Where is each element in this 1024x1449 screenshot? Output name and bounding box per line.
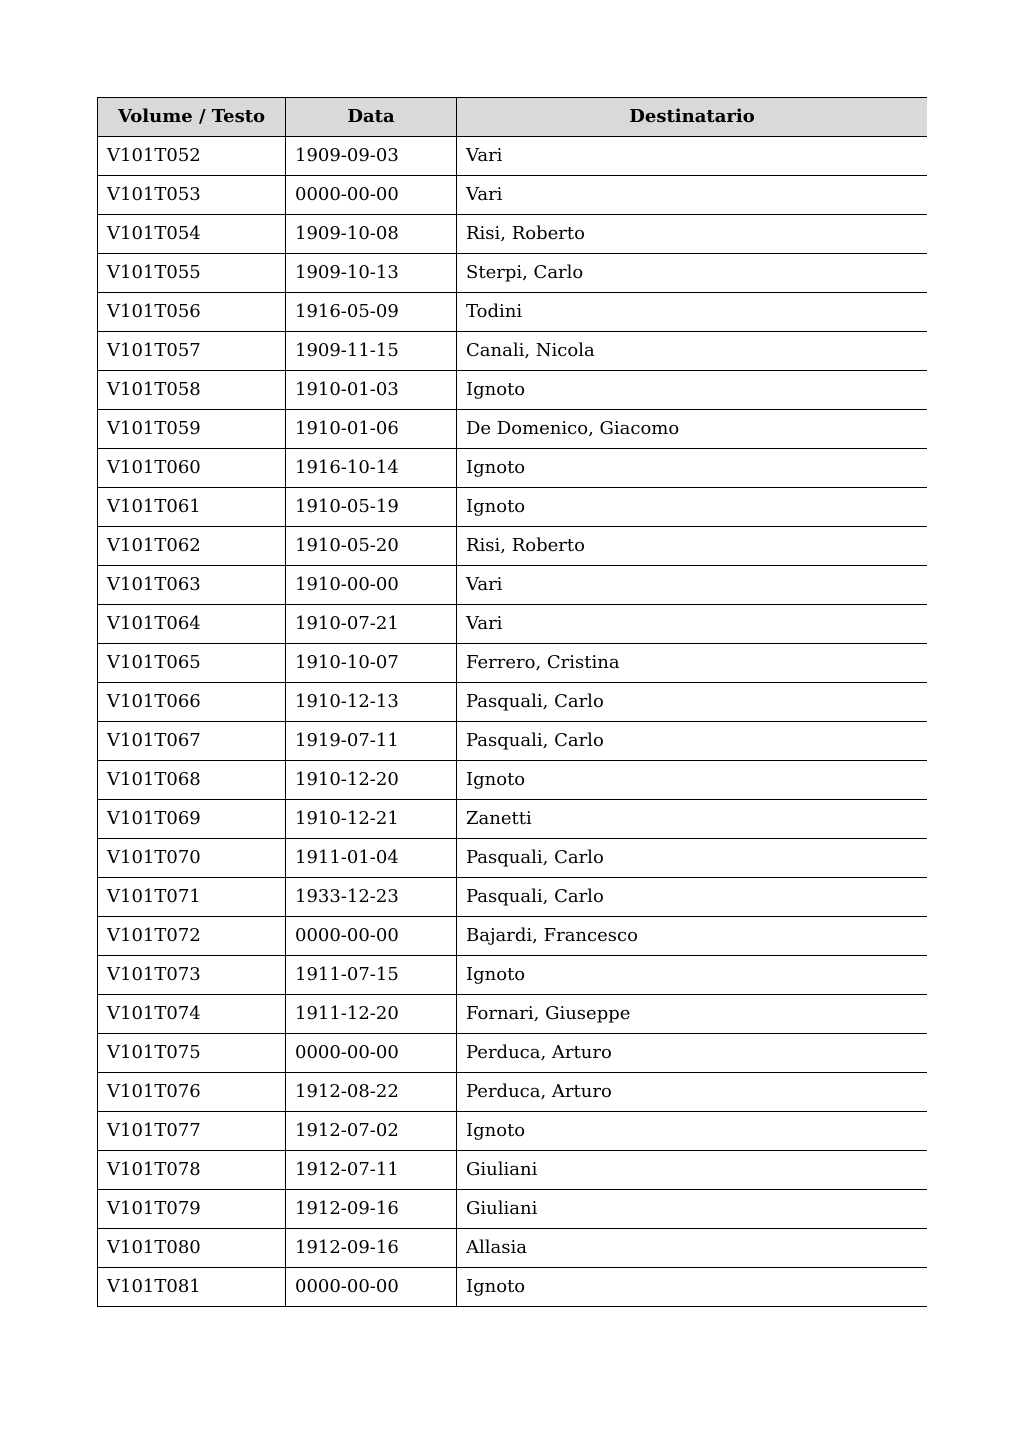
cell-destinatario: Pasquali, Carlo	[457, 839, 928, 878]
cell-data: 0000-00-00	[286, 1034, 457, 1073]
cell-volume-testo: V101T064	[98, 605, 286, 644]
cell-volume-testo: V101T060	[98, 449, 286, 488]
cell-volume-testo: V101T054	[98, 215, 286, 254]
cell-data: 1910-01-06	[286, 410, 457, 449]
cell-data: 1911-07-15	[286, 956, 457, 995]
cell-data: 1911-12-20	[286, 995, 457, 1034]
letters-table-container	[97, 97, 927, 1312]
table-row	[98, 527, 928, 566]
table-row	[98, 332, 928, 371]
cell-data: 0000-00-00	[286, 1268, 457, 1307]
cell-volume-testo: V101T066	[98, 683, 286, 722]
cell-destinatario: Giuliani	[457, 1190, 928, 1229]
cell-volume-testo: V101T074	[98, 995, 286, 1034]
table-header	[98, 98, 928, 137]
cell-data: 1910-12-21	[286, 800, 457, 839]
cell-volume-testo: V101T069	[98, 800, 286, 839]
cell-volume-testo: V101T071	[98, 878, 286, 917]
cell-destinatario: Ignoto	[457, 488, 928, 527]
table-row	[98, 176, 928, 215]
table-row	[98, 1190, 928, 1229]
cell-data: 1912-09-16	[286, 1229, 457, 1268]
cell-data: 1912-08-22	[286, 1073, 457, 1112]
cell-data: 1910-12-13	[286, 683, 457, 722]
table-row	[98, 1268, 928, 1307]
cell-volume-testo: V101T063	[98, 566, 286, 605]
cell-volume-testo: V101T061	[98, 488, 286, 527]
cell-volume-testo: V101T077	[98, 1112, 286, 1151]
cell-data: 1909-10-13	[286, 254, 457, 293]
cell-volume-testo: V101T055	[98, 254, 286, 293]
header-data: Data	[286, 98, 457, 137]
table-row	[98, 605, 928, 644]
header-destinatario: Destinatario	[457, 98, 928, 137]
cell-volume-testo: V101T056	[98, 293, 286, 332]
cell-volume-testo: V101T072	[98, 917, 286, 956]
cell-data: 1910-00-00	[286, 566, 457, 605]
cell-destinatario: Giuliani	[457, 1151, 928, 1190]
table-row	[98, 683, 928, 722]
table-row	[98, 1229, 928, 1268]
table-row	[98, 449, 928, 488]
cell-destinatario: Ignoto	[457, 1268, 928, 1307]
cell-volume-testo: V101T073	[98, 956, 286, 995]
table-row	[98, 761, 928, 800]
cell-data: 0000-00-00	[286, 917, 457, 956]
cell-volume-testo: V101T059	[98, 410, 286, 449]
cell-data: 1909-09-03	[286, 137, 457, 176]
cell-data: 1912-07-11	[286, 1151, 457, 1190]
cell-destinatario: Risi, Roberto	[457, 527, 928, 566]
cell-volume-testo: V101T052	[98, 137, 286, 176]
cell-data: 1909-11-15	[286, 332, 457, 371]
cell-destinatario: Vari	[457, 176, 928, 215]
table-row	[98, 917, 928, 956]
cell-destinatario: Bajardi, Francesco	[457, 917, 928, 956]
cell-destinatario: Pasquali, Carlo	[457, 878, 928, 917]
cell-volume-testo: V101T068	[98, 761, 286, 800]
cell-volume-testo: V101T076	[98, 1073, 286, 1112]
table-row	[98, 1073, 928, 1112]
cell-destinatario: Fornari, Giuseppe	[457, 995, 928, 1034]
table-row	[98, 878, 928, 917]
cell-destinatario: Allasia	[457, 1229, 928, 1268]
cell-destinatario: Ferrero, Cristina	[457, 644, 928, 683]
table-row	[98, 293, 928, 332]
cell-data: 1916-10-14	[286, 449, 457, 488]
cell-data: 1910-10-07	[286, 644, 457, 683]
cell-destinatario: Vari	[457, 566, 928, 605]
cell-volume-testo: V101T075	[98, 1034, 286, 1073]
cell-destinatario: De Domenico, Giacomo	[457, 410, 928, 449]
cell-volume-testo: V101T062	[98, 527, 286, 566]
cell-data: 1910-12-20	[286, 761, 457, 800]
table-body	[98, 137, 928, 1307]
cell-destinatario: Perduca, Arturo	[457, 1073, 928, 1112]
cell-data: 1916-05-09	[286, 293, 457, 332]
cell-destinatario: Ignoto	[457, 761, 928, 800]
cell-data: 1911-01-04	[286, 839, 457, 878]
cell-destinatario: Perduca, Arturo	[457, 1034, 928, 1073]
cell-destinatario: Sterpi, Carlo	[457, 254, 928, 293]
letters-table	[97, 97, 927, 1307]
cell-data: 1910-05-19	[286, 488, 457, 527]
table-row	[98, 644, 928, 683]
cell-destinatario: Ignoto	[457, 956, 928, 995]
cell-volume-testo: V101T081	[98, 1268, 286, 1307]
table-row	[98, 722, 928, 761]
table-row	[98, 254, 928, 293]
table-row	[98, 839, 928, 878]
cell-destinatario: Zanetti	[457, 800, 928, 839]
cell-destinatario: Ignoto	[457, 449, 928, 488]
table-row	[98, 488, 928, 527]
cell-volume-testo: V101T057	[98, 332, 286, 371]
cell-data: 1910-01-03	[286, 371, 457, 410]
cell-destinatario: Risi, Roberto	[457, 215, 928, 254]
cell-data: 1912-07-02	[286, 1112, 457, 1151]
cell-volume-testo: V101T058	[98, 371, 286, 410]
header-row	[98, 98, 928, 137]
table-row	[98, 215, 928, 254]
table-row	[98, 1112, 928, 1151]
cell-volume-testo: V101T053	[98, 176, 286, 215]
table-row	[98, 956, 928, 995]
cell-destinatario: Canali, Nicola	[457, 332, 928, 371]
cell-data: 1910-07-21	[286, 605, 457, 644]
table-row	[98, 1151, 928, 1190]
cell-destinatario: Vari	[457, 605, 928, 644]
cell-destinatario: Vari	[457, 137, 928, 176]
cell-destinatario: Todini	[457, 293, 928, 332]
table-row	[98, 371, 928, 410]
table-row	[98, 1034, 928, 1073]
cell-data: 1912-09-16	[286, 1190, 457, 1229]
table-row	[98, 800, 928, 839]
cell-data: 1909-10-08	[286, 215, 457, 254]
table-row	[98, 995, 928, 1034]
cell-volume-testo: V101T080	[98, 1229, 286, 1268]
cell-destinatario: Pasquali, Carlo	[457, 683, 928, 722]
cell-data: 1933-12-23	[286, 878, 457, 917]
table-row	[98, 137, 928, 176]
cell-volume-testo: V101T078	[98, 1151, 286, 1190]
cell-destinatario: Ignoto	[457, 1112, 928, 1151]
table-row	[98, 410, 928, 449]
cell-data: 1919-07-11	[286, 722, 457, 761]
header-volume-testo: Volume / Testo	[98, 98, 286, 137]
cell-volume-testo: V101T065	[98, 644, 286, 683]
cell-volume-testo: V101T067	[98, 722, 286, 761]
cell-destinatario: Pasquali, Carlo	[457, 722, 928, 761]
cell-data: 0000-00-00	[286, 176, 457, 215]
table-row	[98, 566, 928, 605]
cell-destinatario: Ignoto	[457, 371, 928, 410]
cell-volume-testo: V101T079	[98, 1190, 286, 1229]
cell-volume-testo: V101T070	[98, 839, 286, 878]
cell-data: 1910-05-20	[286, 527, 457, 566]
